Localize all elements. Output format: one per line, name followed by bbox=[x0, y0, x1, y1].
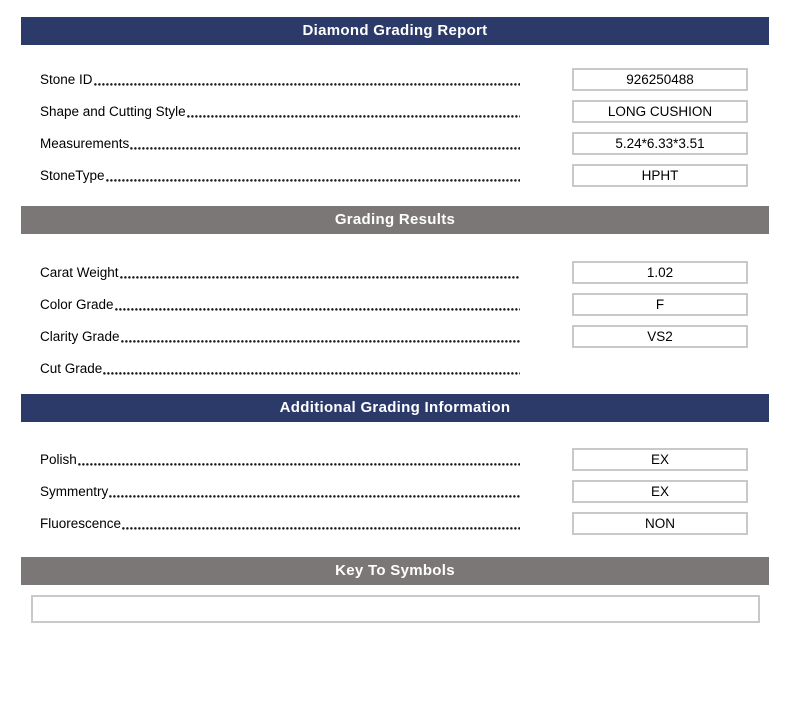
value-measurements: 5.24*6.33*3.51 bbox=[572, 132, 748, 155]
label-measurements: Measurements bbox=[40, 136, 130, 151]
row-color-grade bbox=[0, 293, 789, 316]
label-stone-id: Stone ID bbox=[40, 72, 93, 87]
section-header-grading-results: Grading Results bbox=[21, 206, 769, 234]
value-fluorescence: NON bbox=[572, 512, 748, 535]
section-header-key-to-symbols: Key To Symbols bbox=[21, 557, 769, 585]
section-header-diamond-grading-report: Diamond Grading Report bbox=[21, 17, 769, 45]
dot-leader bbox=[120, 325, 520, 348]
value-symmentry: EX bbox=[572, 480, 748, 503]
dot-leader bbox=[121, 512, 520, 535]
value-clarity-grade: VS2 bbox=[572, 325, 748, 348]
report-page bbox=[0, 17, 789, 623]
section-header-additional-grading-information: Additional Grading Information bbox=[21, 394, 769, 422]
value-shape-cutting-style: LONG CUSHION bbox=[572, 100, 748, 123]
row-clarity-grade bbox=[0, 325, 789, 348]
value-carat-weight: 1.02 bbox=[572, 261, 748, 284]
value-stone-id: 926250488 bbox=[572, 68, 748, 91]
dot-leader bbox=[119, 261, 520, 284]
row-measurements bbox=[0, 132, 789, 155]
row-polish bbox=[0, 448, 789, 471]
value-color-grade: F bbox=[572, 293, 748, 316]
label-stone-type: StoneType bbox=[40, 168, 105, 183]
dot-leader bbox=[114, 293, 520, 316]
value-polish: EX bbox=[572, 448, 748, 471]
row-stone-id bbox=[0, 68, 789, 91]
dot-leader bbox=[93, 68, 520, 91]
dot-leader bbox=[108, 480, 520, 503]
dot-leader bbox=[77, 448, 520, 471]
label-shape-cutting-style: Shape and Cutting Style bbox=[40, 104, 186, 119]
value-stone-type: HPHT bbox=[572, 164, 748, 187]
dot-leader bbox=[129, 132, 520, 155]
label-cut-grade: Cut Grade bbox=[40, 361, 103, 376]
label-symmentry: Symmentry bbox=[40, 484, 109, 499]
row-shape-cutting-style bbox=[0, 100, 789, 123]
row-fluorescence bbox=[0, 512, 789, 535]
dot-leader bbox=[102, 357, 520, 380]
label-color-grade: Color Grade bbox=[40, 297, 114, 312]
key-to-symbols-box bbox=[31, 595, 760, 623]
row-carat-weight bbox=[0, 261, 789, 284]
dot-leader bbox=[186, 100, 520, 123]
label-fluorescence: Fluorescence bbox=[40, 516, 122, 531]
row-cut-grade bbox=[0, 357, 789, 380]
row-symmentry bbox=[0, 480, 789, 503]
label-carat-weight: Carat Weight bbox=[40, 265, 119, 280]
label-polish: Polish bbox=[40, 452, 77, 467]
label-clarity-grade: Clarity Grade bbox=[40, 329, 120, 344]
row-stone-type bbox=[0, 164, 789, 187]
dot-leader bbox=[105, 164, 520, 187]
